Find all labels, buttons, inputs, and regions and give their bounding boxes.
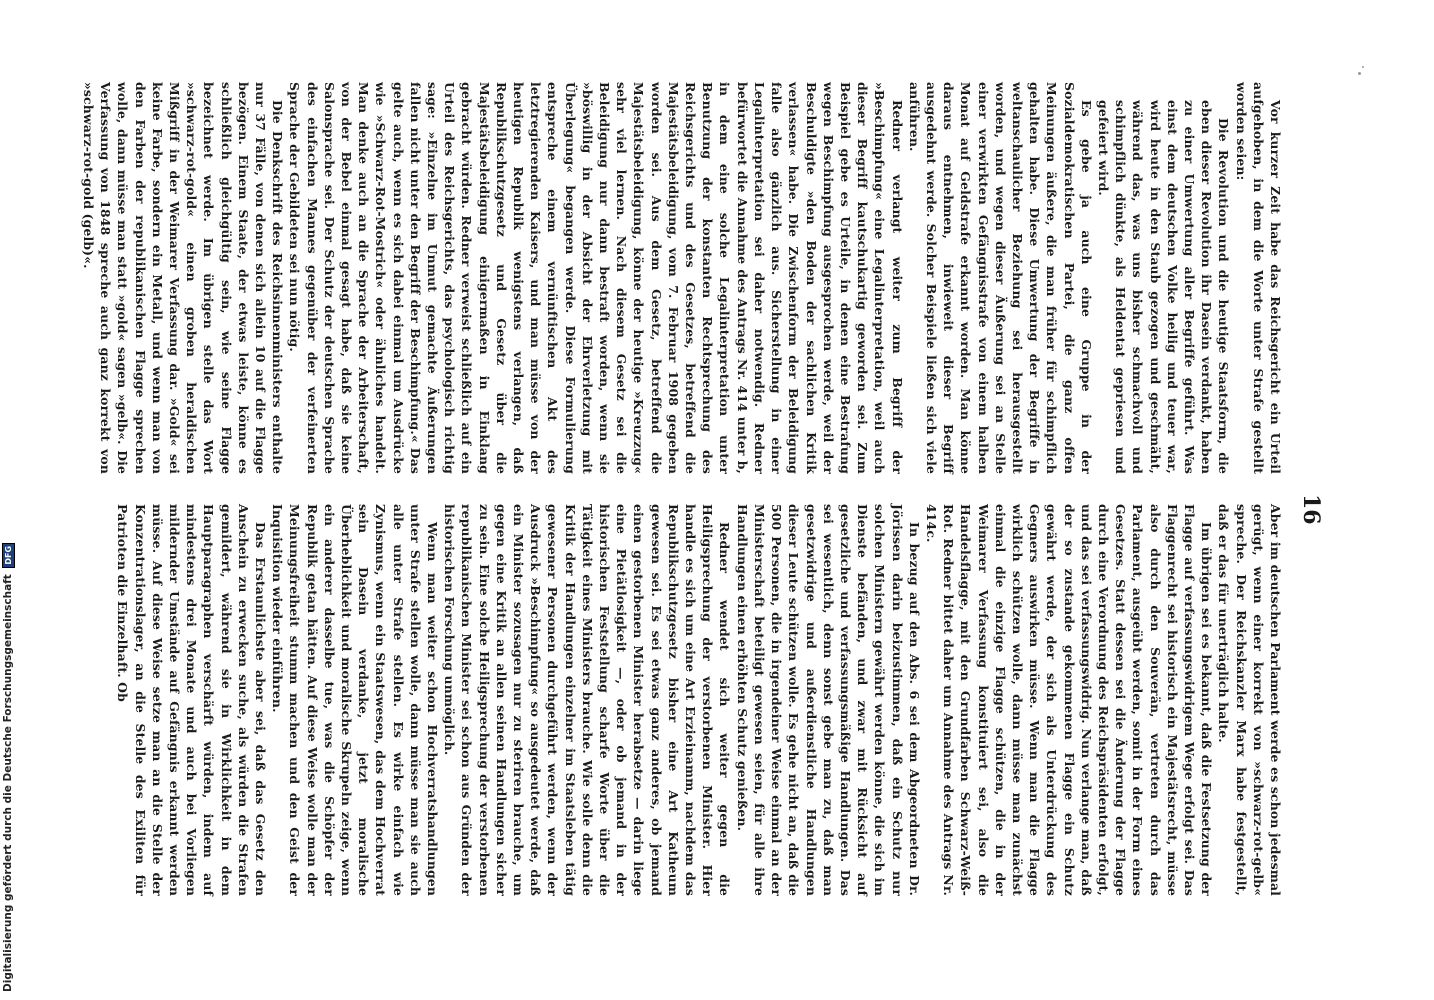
text-column-right xyxy=(114,504,1284,896)
text-column-left xyxy=(80,82,1284,474)
paragraph: Im übrigen sei es bekannt, daß die Festsetzung der Flagge auf verfassungswidrigem Wege erfolgt sei. Das Flaggenrecht sei historisch ein Majestätsrecht, müsse also durch den Souverän, vertreten durch das Parlament, ausgeübt werden, somit in der Form eines Gesetzes. Statt dessen sei die Änderung der Flagge durch eine Verordnung des Reichspräsidenten erfolgt, und das sei verfassungswidrig. Nun verlange man, daß der so zustande gekommenen Flagge ein Schutz gewährt werde, der sich als Unterdrückung des Gegners auswirken müsse. Wenn man die Flagge wirklich schützen wolle, dann müsse man zunächst einmal die einzige Flagge schützen, die in der Weimarer Verfassung konstituiert sei, also die Handelsflagge, mit den Grundfarben Schwarz-Weiß-Rot. Redner bittet daher um Annahme des Antrags Nr. 414c. xyxy=(923,504,1215,896)
paragraph: Redner wendet sich weiter gegen die Heiligsprechung der verstorbenen Minister. Hier handle es sich um eine Art Erzieinamm, nachdem das Republikschutzgesetz bisher eine Art Katheum gewesen sei. Es sei etwas ganz anderes, ob jemand einen gestorbenen Minister herabsetze — darin liege eine Pietätlosigkeit —, oder ob jemand in der historischen Feststellung scharfe Worte über die Tätigkeit eines Ministers brauche. Wie solle denn die Kritik der Handlungen einzelner im Staatsleben tätig gewesener Personen durchgeführt werden, wenn der Ausdruck »Beschimpfung« so ausgedeutet werde, daß ein Minister sozusagen nur zu steriren brauche, um gegen eine Kritik an allen seinen Handlungen sicher zu sein. Eine solche Heiligsprechung der verstorbenen republikanischen Minister sei schon aus Gründen der historischen Forschung unmöglich. xyxy=(442,504,733,896)
credit-text: Digitalisierung gefördert durch die Deutsche Forschungsgemeinschaft xyxy=(2,574,14,992)
digitization-credit xyxy=(1,0,15,1000)
paragraph: Die Denkschrift des Reichsinnenministers enthalte nur 37 Fälle, von denen sich allein 10 auf die Flagge bezögen. Einem Staate, der etwas leiste, könne es schließlich gleichgültig sein, wie seine Flagge bezeichnet werde. Im übrigen stelle das Wort »schwarz-rot-gold« einen groben heraldischen Mißgriff in der Weimarer Verfassung dar. »Gold« sei keine Farbe, sondern ein Metall, und wenn man von den Farben der republikanischen Flagge sprechen wolle, dann müsse man statt »gold« sagen »gelb«. Die Verfassung von 1848 spreche auch ganz korrekt von »schwarz-rot-gold (gelb)«. xyxy=(80,82,286,474)
paragraph: Das Erstaunlichste aber sei, daß das Gesetz den Anschein zu erwecken suche, als würden die Strafen gemildert, während sie in Wirklichkeit in dem Hauptparagraphen verschärft würden, indem auf mindestens drei Monate und auch bei Vorliegen mildernder Umstände auf Gefängnis erkannt werden müsse. Auf diese Weise setze man an die Stelle der Konzentrationslager, an die Stelle des Exiliten für Patrioten die Einzelhaft. Ob xyxy=(115,504,269,896)
dfg-logo: DFG xyxy=(2,543,15,568)
paragraph: Aber im deutschen Parlament werde es schon jedesmal gerügt, wenn einer korrekt von »schwarz-rot-gelb« spreche. Der Reichskanzler Marx habe festgestellt, daß er das für unerträglich halte. xyxy=(1216,504,1283,896)
scanned-page xyxy=(80,60,1330,950)
block-quote: Die Revolution und die heutige Staatsform, die eben dieser Revolution ihr Dasein verdankt, haben zu einer Umwertung aller Begriffe geführt. Was einst dem deutschen Volke heilig und teuer war, wird heute in den Staub gezogen und geschmäht, während das, was uns bisher schmachvoll und schimpflich dünkte, als Heldentat gepriesen und gefeiert wird. xyxy=(1095,100,1232,474)
scan-speck xyxy=(1358,72,1361,75)
paragraph: Vor kurzer Zeit habe das Reichsgericht ein Urteil aufgehoben, in dem die Worte unter Strafe gestellt worden seien: xyxy=(1233,82,1283,474)
page-number: 16 xyxy=(1298,494,1324,525)
paragraph: In bezug auf den Abs. 6 sei dem Abgeordneten Dr. Jörissen darin beizustimmen, daß ein Schutz nur solchen Ministern gewährt werden könne, die sich im Dienste befänden, und zwar mit Rücksicht auf gesetzliche und verfassungsmäßige Handlungen. Das sei wesentlich, denn sonst gebe man zu, daß man gesetzwidrige und außerdienstliche Handlungen dieser Leute schützen wolle. Es gehe nicht an, daß die 500 Personen, die in irgendeiner Weise einmal an der Ministerschaft beteiligt gewesen seien, für alle ihre Handlungen einen erhöhten Schutz genießen. xyxy=(734,504,922,896)
paragraph: Es gebe ja auch eine Gruppe in der Sozialdemokratischen Partei, die ganz offen Meinungen äußere, die man früher für schimpflich gehalten habe. Diese Umwertung der Begriffe in weltanschaulicher Beziehung sei herausgestellt worden, und wegen dieser Äußerung sei an Stelle einer verwirkten Gefängnisstrafe von einem halben Monat auf Geldstrafe erkannt worden. Man könne daraus entnehmen, inwieweit dieser Begriff ausgedehnt werde. Solcher Beispiele ließen sich viele anführen. xyxy=(906,82,1094,474)
scan-speck xyxy=(1362,66,1364,68)
paragraph: Wenn man weiter schon Hochverratshandlungen unter Strafe stellen wolle, dann müsse man sie auch alle unter Strafe stellen. Es wirke einfach wie Zynismus, wenn ein Staatswesen, das dem Hochverrat sein Dasein verdanke, jetzt moralische Überheblichkeit und moralische Skrupeln zeige, wenn ein anderer dasselbe tue, was die Schöpfer der Republik getan hätten. Auf diese Weise wolle man der Meinungsfreiheit stumm machen und den Geist der Inquisition wieder einführen. xyxy=(270,504,441,896)
paragraph: Redner verlangt weiter zum Begriff der »Beschimpfung« eine Legalinterpretation, weil auch dieser Begriff kautschukartig geworden sei. Zum Beispiel gebe es Urteile, in denen eine Bestrafung wegen Beschimpfung ausgesprochen werde, weil der Beschuldigte »den Boden der sachlichen Kritik verlassen« habe. Die Zwischenform der Beleidigung falle also gänzlich aus. Sicherstellung in einer Legalinterpretation sei daher notwendig. Redner befürwortet die Annahme des Antrags Nr. 414 unter b, in dem eine solche Legalinterpretation unter Benutzung der konstanten Rechtsprechung des Reichsgerichts und des Gesetzes, betreffend die Majestätsbeleidigung, vom 7. Februar 1908 gegeben worden sei. Aus dem Gesetz, betreffend die Majestätsbeleidigung, könne der heutige »Kreuzzug« sehr viel lernen. Nach diesem Gesetz sei die Beleidigung nur dann bestraft worden, wenn sie »böswillig in der Absicht der Ehrverletzung mit Überlegung« begangen werde. Diese Formulierung entspreche einem vernünftischen Akt des letztregierenden Kaisers, und man müsse von der heutigen Republik wenigstens verlangen, daß Republikschutzgesetz und Gesetz über die Majestätsbeleidigung einigermaßen in Einklang gebracht würden. Redner verweist schließlich auf ein Urteil des Reichsgerichts, das psychologisch richtig sage: »Einzelne im Unmut gemachte Äußerungen fallen nicht unter den Begriff der Beschimpfung.« Das gelte auch, wenn es sich dabei einmal um Ausdrücke wie »Schwarz-Rot-Mostrich« oder ähnliches handelt. Man denke auch an die Sprache der Arbeiterschaft, von der Bebel einmal gesagt habe, daß sie keine Salonsprache sei. Der Schutz der deutschen Sprache des einfachen Mannes gegenüber der verfeinerten Sprache der Gebildeten sei nun nötig. xyxy=(287,82,905,474)
